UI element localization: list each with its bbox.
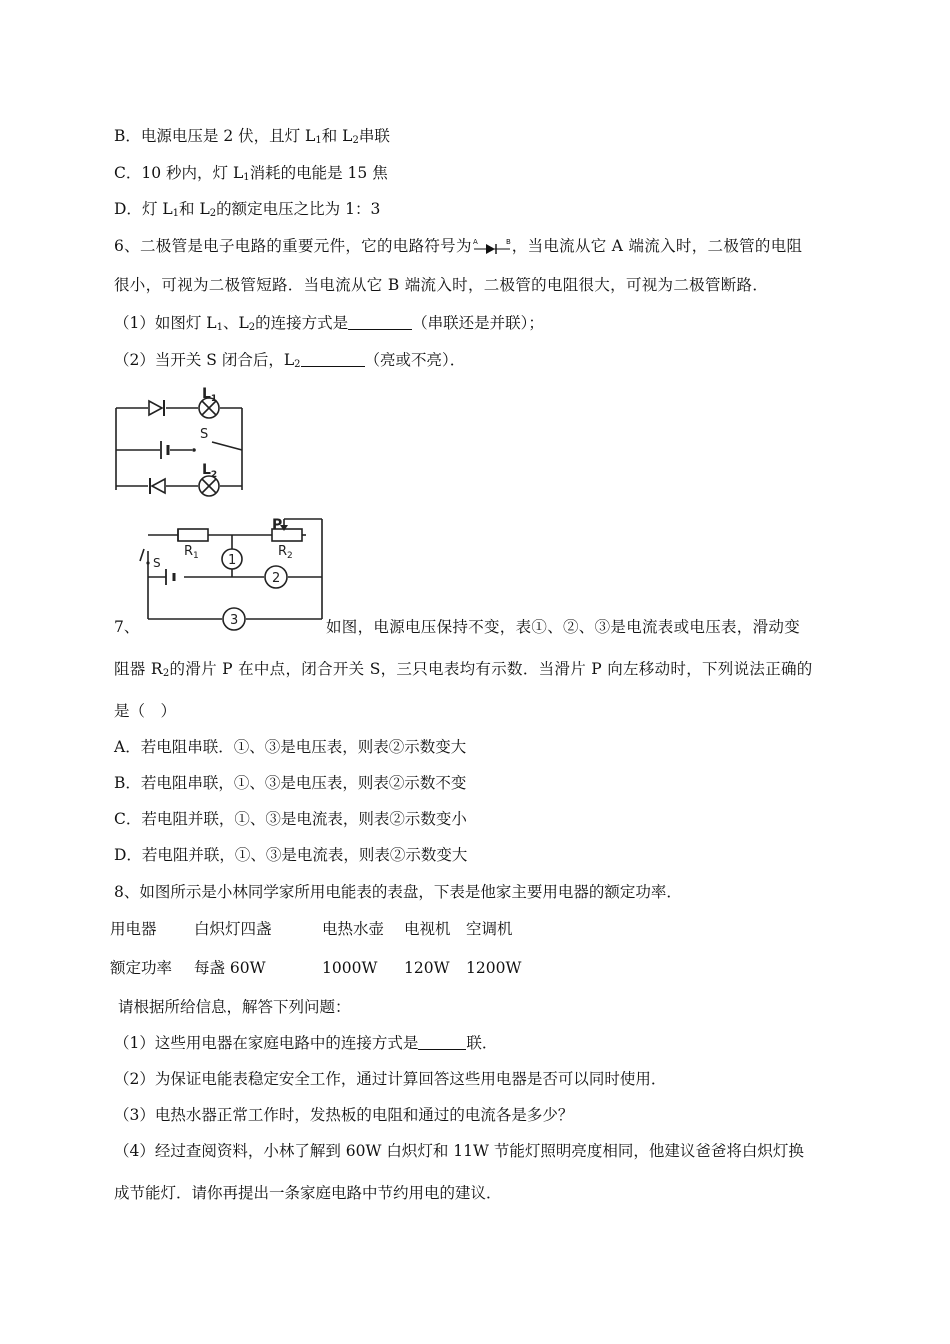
table-cell: 1000W [322, 959, 378, 977]
table-cell: 空调机 [466, 920, 513, 938]
q7-option-b: B．若电阻串联，①、③是电压表，则表②示数不变 [114, 774, 467, 792]
diode-bottom-icon [150, 478, 165, 494]
q7-line-3: 是（ ） [114, 702, 177, 720]
svg-text:A: A [472, 238, 478, 246]
q7-line-2: 阻器 $R_2$的滑片 P 在中点，闭合开关 S，三只电表均有示数．当滑片 P 向左移动时，下列说法正确的 [114, 660, 813, 679]
q7-option-d: D．若电阻并联，①、③是电流表，则表②示数变大 [114, 846, 468, 864]
q7-option-c: C．若电阻并联，①、③是电流表，则表②示数变小 [114, 810, 467, 828]
q5-option-b: B．电源电压是 2 伏，且灯 $L_1$和 $L_2$串联 [114, 127, 390, 146]
q8-sub-3: （3）电热水器正常工作时，发热板的电阻和通过的电流各是多少？ [114, 1106, 574, 1124]
table-cell: 120W [404, 959, 450, 977]
svg-text:S: S [200, 427, 209, 442]
q7-line-1: 如图，电源电压保持不变，表①、②、③是电流表或电压表，滑动变 [326, 618, 801, 636]
table-cell: 白炽灯四盏 [194, 920, 272, 938]
q7-number: 7、 [114, 618, 140, 636]
table-cell: 用电器 [110, 920, 157, 938]
svg-text:R2: $R_2$ [278, 544, 293, 561]
q8-prompt: 请根据所给信息，解答下列问题： [118, 998, 351, 1016]
table-cell: 1200W [466, 959, 522, 977]
diode-symbol-icon [472, 237, 512, 260]
svg-text:B: B [505, 238, 511, 246]
table-cell: 电热水壶 [322, 920, 385, 938]
q5-option-d: D．灯 $L_1$和 $L_2$的额定电压之比为 1：3 [114, 200, 381, 219]
diode-circuit-figure [108, 378, 258, 498]
svg-text:2: 2 [272, 571, 281, 586]
q8-sub-2: （2）为保证电能表稳定安全工作，通过计算回答这些用电器是否可以同时使用． [114, 1070, 667, 1088]
q8-sub-4-line-2: 成节能灯．请你再提出一条家庭电路中节约用电的建议． [114, 1184, 502, 1202]
svg-text:1: 1 [228, 553, 237, 568]
svg-text:L2: $L_2$ [202, 462, 218, 480]
table-cell: 额定功率 [110, 959, 173, 977]
svg-text:L1: $L_1$ [202, 386, 218, 404]
table-cell: 电视机 [404, 920, 451, 938]
q8-sub-4-line-1: （4）经过查阅资料，小林了解到 60W 白炽灯和 11W 节能灯照明亮度相同，他建议爸爸将白炽灯换 [114, 1142, 804, 1160]
q7-circuit-figure [132, 515, 332, 633]
battery-icon [161, 441, 168, 459]
q6-sub-2: （2）当开关 S 闭合后，$L_2$ （亮或不亮）． [114, 351, 466, 370]
svg-text:P: P [272, 517, 283, 533]
svg-text:R1: $R_1$ [184, 544, 199, 561]
svg-text:S: S [153, 556, 161, 570]
q5-option-c: C．10 秒内，灯 $L_1$消耗的电能是 15 焦 [114, 164, 388, 183]
q8-intro: 8、如图所示是小林同学家所用电能表的表盘，下表是他家主要用电器的额定功率． [114, 883, 682, 901]
q8-sub-1: （1）这些用电器在家庭电路中的连接方式是 联． [114, 1034, 498, 1052]
q6-line-2: 很小，可视为二极管短路．当电流从它 B 端流入时，二极管的电阻很大，可视为二极管断路． [114, 276, 769, 294]
table-cell: 每盏 60W [194, 959, 266, 977]
q7-option-a: A．若电阻串联．①、③是电压表，则表②示数变大 [114, 738, 467, 756]
q6-sub-1: （1）如图灯 $L_1$、$L_2$的连接方式是 （串联还是并联）； [114, 314, 544, 333]
q6-line-1: 6、二极管是电子电路的重要元件，它的电路符号为 A B ，当电流从它 A 端流入时，二极管的电阻 [114, 236, 802, 260]
svg-text:3: 3 [230, 613, 239, 628]
battery-icon [166, 569, 174, 585]
diode-top-icon [149, 400, 164, 416]
